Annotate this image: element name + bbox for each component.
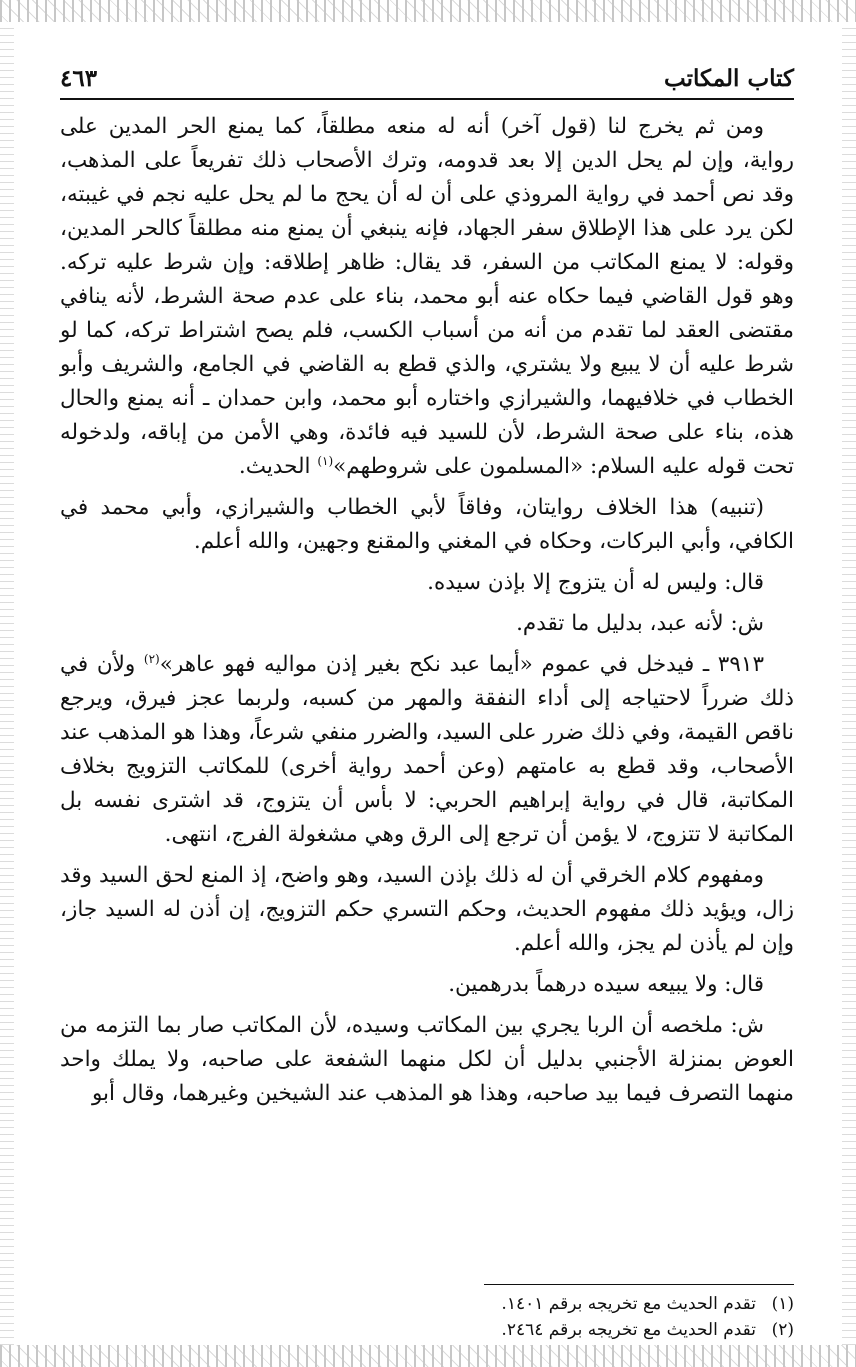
decorative-border-top (0, 0, 856, 22)
page-number: ٤٦٣ (60, 65, 98, 92)
paragraph: (تنبيه) هذا الخلاف روايتان، وفاقاً لأبي الخطاب والشيرازي، وأبي محمد في الكافي، وأبي البركات، وحكاه في المغني والمقنع وجهين، والله أعلم. (60, 495, 794, 554)
footnote (60, 1291, 794, 1317)
footnote (60, 1317, 794, 1343)
main-text (60, 110, 794, 1118)
paragraph: ومفهوم كلام الخرقي أن له ذلك بإذن السيد، وهو واضح، إذ المنع لحق السيد وقد زال، ويؤيد ذلك مفهوم الحديث، وحكم التسري حكم التزويج، إن أذن له السيد جاز، وإن لم يأذن لم يجز، والله أعلم. (60, 863, 794, 956)
decorative-border-left (0, 22, 14, 1345)
paragraph: قال: وليس له أن يتزوج إلا بإذن سيده. (427, 570, 764, 595)
paragraph-text: ٣٩١٣ ـ فيدخل في عموم «أيما عبد نكح بغير إذن مواليه فهو عاهر» (159, 652, 764, 677)
decorative-border-bottom (0, 1345, 856, 1367)
footnote-text: تقدم الحديث مع تخريجه برقم ٢٤٦٤. (501, 1320, 756, 1340)
footnote-number: (٢) (771, 1320, 794, 1340)
paragraph (60, 110, 794, 484)
paragraph-text-tail: الحديث. (238, 454, 318, 479)
page-header (60, 52, 794, 100)
paragraph-text-tail: ولأن في ذلك ضرراً لاحتياجه إلى أداء النفقة والمهر من كسبه، ولربما عجز فيرق، ويرجع ناقص القيمة، وفي ذلك ضرر على السيد، والضرر منفي شرعاً، وهذا هو المذهب عند الأصحاب، وقد قطع به عامتهم (وعن أحمد رواية أخرى) للمكاتب التزويج بخلاف المكاتبة، قال في رواية إبراهيم الحربي: لا بأس أن يتزوج، قد اشترى نفسه بل المكاتبة لا تتزوج، لا يؤمن أن ترجع إلى الرق وهي مشغولة الفرج، انتهى. (60, 652, 794, 847)
footnote-text: تقدم الحديث مع تخريجه برقم ١٤٠١. (501, 1294, 756, 1314)
footnotes (60, 1284, 794, 1343)
footnote-ref: (١) (317, 453, 334, 468)
footnote-number: (١) (771, 1294, 794, 1314)
footnote-divider (484, 1284, 794, 1285)
decorative-border-right (842, 22, 856, 1345)
paragraph: ش: ملخصه أن الربا يجري بين المكاتب وسيده، لأن المكاتب صار بما التزمه من العوض بمنزلة الأجنبي بدليل أن لكل منهما الشفعة على صاحبه، ولا يملك واحد منهما التصرف فيما بيد صاحبه، وهذا هو المذهب عند الشيخين وغيرهما، وقال أبو (60, 1013, 794, 1106)
paragraph: قال: ولا يبيعه سيده درهماً بدرهمين. (448, 972, 764, 997)
footnote-ref: (٢) (143, 651, 160, 666)
paragraph-text: ومن ثم يخرج لنا (قول آخر) أنه له منعه مطلقاً، كما يمنع الحر المدين على رواية، وإن لم يحل الدين إلا بعد قدومه، وترك الأصحاب ذلك تفريعاً على المذهب، وقد نص أحمد في رواية المروذي على أن له أن يحج ما لم يحل عليه نجم في غيبته، لكن يرد على هذا الإطلاق سفر الجهاد، فإنه ينبغي أن يمنع منه مطلقاً كالحر المدين، وقوله: لا يمنع المكاتب من السفر، قد يقال: ظاهر إطلاقه: وإن شرط عليه تركه. وهو قول القاضي فيما حكاه عنه أبو محمد، بناء على عدم صحة الشرط، لأنه ينافي مقتضى العقد لما تقدم من أنه من أسباب الكسب، فلم يصح اشتراط تركه، كما لو شرط عليه أن لا يبيع ولا يشتري، والذي قطع به القاضي في الجامع، والشريف وأبو الخطاب في خلافيهما، والشيرازي واختاره أبو محمد، وابن حمدان ـ أنه يمنع والحال هذه، بناء على صحة الشرط، لأن للسيد فيه فائدة، وهي الأمن من إباقه، ولدخوله تحت قوله عليه السلام: «المسلمون على شروطهم» (60, 114, 794, 479)
book-title: كتاب المكاتب (664, 65, 794, 92)
paragraph (60, 648, 794, 852)
paragraph: ش: لأنه عبد، بدليل ما تقدم. (516, 611, 764, 636)
